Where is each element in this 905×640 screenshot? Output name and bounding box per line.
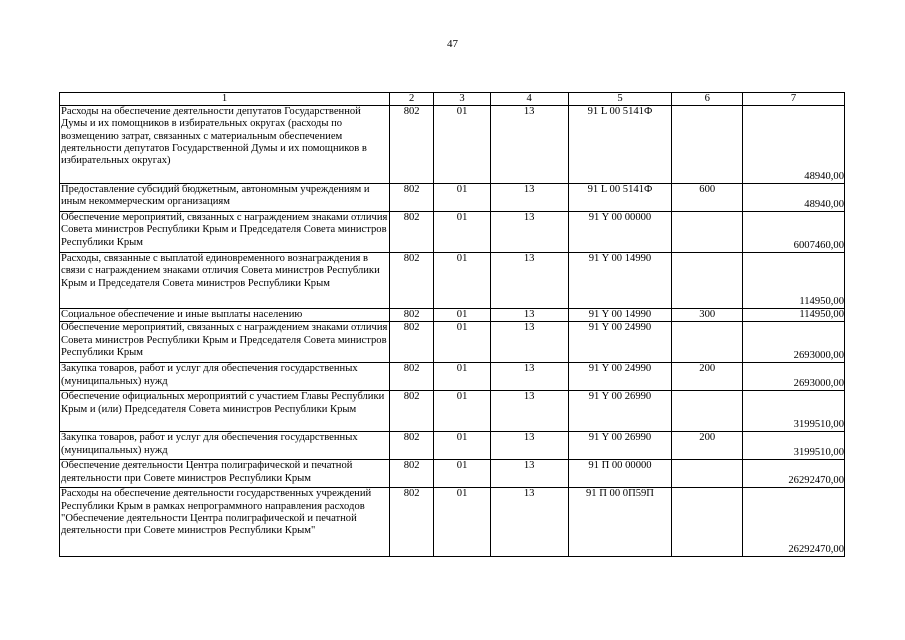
row-section-code: 01 (434, 212, 491, 253)
row-target-article: 91 Y 00 14990 (568, 309, 672, 322)
row-subsection-code: 13 (490, 309, 568, 322)
row-expense-type (672, 460, 743, 488)
row-admin-code: 802 (389, 253, 433, 309)
row-admin-code: 802 (389, 322, 433, 363)
row-subsection-code: 13 (490, 488, 568, 557)
row-section-code: 01 (434, 391, 491, 432)
header-row (60, 93, 845, 106)
row-subsection-code: 13 (490, 432, 568, 460)
row-subsection-code: 13 (490, 184, 568, 212)
header-cell: 1 (60, 93, 390, 106)
row-amount: 114950,00 (743, 309, 845, 322)
row-target-article: 91 П 00 00000 (568, 460, 672, 488)
header-cell: 6 (672, 93, 743, 106)
table-row (60, 106, 845, 184)
row-expense-type (672, 322, 743, 363)
row-section-code: 01 (434, 460, 491, 488)
header-cell: 4 (490, 93, 568, 106)
table-row (60, 184, 845, 212)
row-section-code: 01 (434, 309, 491, 322)
row-amount: 26292470,00 (743, 460, 845, 488)
row-section-code: 01 (434, 106, 491, 184)
row-target-article: 91 Y 00 24990 (568, 363, 672, 391)
row-admin-code: 802 (389, 363, 433, 391)
row-expense-type (672, 391, 743, 432)
table-row (60, 322, 845, 363)
row-target-article: 91 Y 00 24990 (568, 322, 672, 363)
row-subsection-code: 13 (490, 212, 568, 253)
row-expense-type (672, 212, 743, 253)
row-admin-code: 802 (389, 184, 433, 212)
header-cell: 7 (743, 93, 845, 106)
row-subsection-code: 13 (490, 363, 568, 391)
row-expense-type (672, 488, 743, 557)
row-expense-type: 200 (672, 363, 743, 391)
row-target-article: 91 П 00 0П59П (568, 488, 672, 557)
table-row (60, 309, 845, 322)
row-expense-type: 200 (672, 432, 743, 460)
row-amount: 2693000,00 (743, 322, 845, 363)
table-row (60, 363, 845, 391)
row-description: Расходы, связанные с выплатой единовременного вознаграждения в связи с награждением знаками отличия Совета министров Республики Крым и Председателя Совета министров Республики Крым (60, 253, 390, 309)
row-target-article: 91 Y 00 26990 (568, 391, 672, 432)
header-cell: 5 (568, 93, 672, 106)
header-cell: 3 (434, 93, 491, 106)
page-number: 47 (447, 38, 458, 50)
row-amount: 2693000,00 (743, 363, 845, 391)
row-expense-type (672, 106, 743, 184)
row-amount: 3199510,00 (743, 391, 845, 432)
table-row (60, 460, 845, 488)
row-description: Обеспечение мероприятий, связанных с награждением знаками отличия Совета министров Республики Крым и Председателя Совета министров Республики Крым (60, 322, 390, 363)
row-section-code: 01 (434, 253, 491, 309)
table-row (60, 391, 845, 432)
row-admin-code: 802 (389, 488, 433, 557)
row-section-code: 01 (434, 363, 491, 391)
row-admin-code: 802 (389, 309, 433, 322)
row-description: Обеспечение мероприятий, связанных с награждением знаками отличия Совета министров Республики Крым и Председателя Совета министров Республики Крым (60, 212, 390, 253)
row-description: Расходы на обеспечение деятельности депутатов Государственной Думы и их помощников в избирательных округах (расходы по возмещению затрат, связанных с материальным обеспечением деятельности депутатов Государственной Думы и их помощников в избирательных округах) (60, 106, 390, 184)
row-description: Социальное обеспечение и иные выплаты населению (60, 309, 390, 322)
row-admin-code: 802 (389, 106, 433, 184)
row-amount: 3199510,00 (743, 432, 845, 460)
row-description: Предоставление субсидий бюджетным, автономным учреждениям и иным некоммерческим организациям (60, 184, 390, 212)
row-amount: 6007460,00 (743, 212, 845, 253)
row-subsection-code: 13 (490, 460, 568, 488)
row-admin-code: 802 (389, 391, 433, 432)
row-subsection-code: 13 (490, 253, 568, 309)
row-target-article: 91 Y 00 14990 (568, 253, 672, 309)
row-description: Расходы на обеспечение деятельности государственных учреждений Республики Крым в рамках непрограммного направления расходов "Обеспечение деятельности Центра полиграфической и печатной деятельности при Совете министров Республики Крым" (60, 488, 390, 557)
row-expense-type: 600 (672, 184, 743, 212)
table-row (60, 488, 845, 557)
budget-table (59, 92, 845, 557)
row-target-article: 91 Y 00 26990 (568, 432, 672, 460)
row-section-code: 01 (434, 488, 491, 557)
row-amount: 26292470,00 (743, 488, 845, 557)
row-amount: 48940,00 (743, 184, 845, 212)
row-target-article: 91 L 00 5141Ф (568, 184, 672, 212)
row-description: Закупка товаров, работ и услуг для обеспечения государственных (муниципальных) нужд (60, 432, 390, 460)
row-section-code: 01 (434, 322, 491, 363)
table-row (60, 212, 845, 253)
table-row (60, 253, 845, 309)
row-subsection-code: 13 (490, 391, 568, 432)
row-amount: 114950,00 (743, 253, 845, 309)
row-section-code: 01 (434, 432, 491, 460)
row-target-article: 91 Y 00 00000 (568, 212, 672, 253)
row-admin-code: 802 (389, 432, 433, 460)
header-cell: 2 (389, 93, 433, 106)
row-description: Обеспечение официальных мероприятий с участием Главы Республики Крым и (или) Председателя Совета министров Республики Крым (60, 391, 390, 432)
table-row (60, 432, 845, 460)
row-subsection-code: 13 (490, 322, 568, 363)
row-expense-type: 300 (672, 309, 743, 322)
row-admin-code: 802 (389, 212, 433, 253)
row-target-article: 91 L 00 5141Ф (568, 106, 672, 184)
row-amount: 48940,00 (743, 106, 845, 184)
row-description: Обеспечение деятельности Центра полиграфической и печатной деятельности при Совете министров Республики Крым (60, 460, 390, 488)
row-admin-code: 802 (389, 460, 433, 488)
row-section-code: 01 (434, 184, 491, 212)
row-description: Закупка товаров, работ и услуг для обеспечения государственных (муниципальных) нужд (60, 363, 390, 391)
row-subsection-code: 13 (490, 106, 568, 184)
row-expense-type (672, 253, 743, 309)
